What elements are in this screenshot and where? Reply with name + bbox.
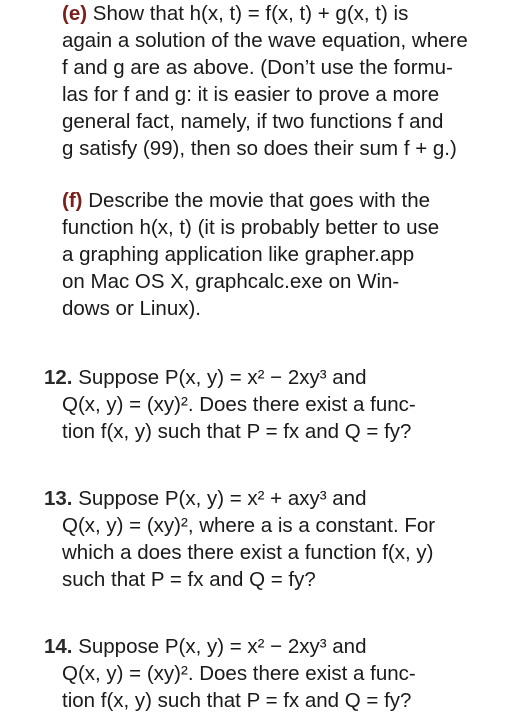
- exercise-14-clipped-line: [0, 688, 525, 712]
- part-f-line-3: a graphing application like grapher.app: [62, 243, 415, 266]
- part-f-text-1: Describe the movie that goes with the: [88, 189, 431, 212]
- part-f-label: (f): [62, 189, 83, 212]
- exercise-13-line-2: Q(x, y) = (xy)², where a is a constant. For: [62, 514, 436, 537]
- exercise-14-line-1: [44, 633, 366, 660]
- exercise-13-line-1: [44, 485, 366, 512]
- part-e-line-2: again a solution of the wave equation, where: [62, 29, 468, 52]
- part-e-line-6: g satisfy (99), then so does their sum f + g.): [62, 137, 457, 160]
- exercise-13-line-4: such that P = fx and Q = fy?: [62, 568, 316, 591]
- part-e-label: (e): [62, 2, 88, 25]
- exercise-12-line-3: tion f(x, y) such that P = fx and Q = fy?: [62, 420, 412, 443]
- exercise-14-line-2: Q(x, y) = (xy)². Does there exist a func-: [62, 662, 416, 685]
- part-f-line-2: function h(x, t) (it is probably better to use: [62, 216, 440, 239]
- part-e-line-4: las for f and g: it is easier to prove a more: [62, 83, 440, 106]
- part-e-line-3: f and g are as above. (Don’t use the formu-: [62, 56, 453, 79]
- exercise-14-number: 14.: [44, 635, 73, 658]
- exercise-14-line-3: tion f(x, y) such that P = fx and Q = fy?: [62, 689, 412, 712]
- exercise-12-text-1: Suppose P(x, y) = x² − 2xy³ and: [78, 366, 367, 389]
- exercise-13-text-1: Suppose P(x, y) = x² + axy³ and: [78, 487, 367, 510]
- part-f-line-4: on Mac OS X, graphcalc.exe on Win-: [62, 270, 400, 293]
- exercise-13-line-3: which a does there exist a function f(x, y): [62, 541, 434, 564]
- exercise-12-number: 12.: [44, 366, 73, 389]
- part-e-line-1: [62, 0, 408, 27]
- exercise-13-number: 13.: [44, 487, 73, 510]
- exercise-14-text-1: Suppose P(x, y) = x² − 2xy³ and: [78, 635, 367, 658]
- part-f-line-1: [62, 187, 430, 214]
- part-f-line-5: dows or Linux).: [62, 297, 202, 320]
- exercise-12-line-2: Q(x, y) = (xy)². Does there exist a func-: [62, 393, 416, 416]
- part-e-text-1: Show that h(x, t) = f(x, t) + g(x, t) is: [92, 2, 409, 25]
- part-e-line-5: general fact, namely, if two functions f and: [62, 110, 444, 133]
- exercise-12-line-1: [44, 364, 366, 391]
